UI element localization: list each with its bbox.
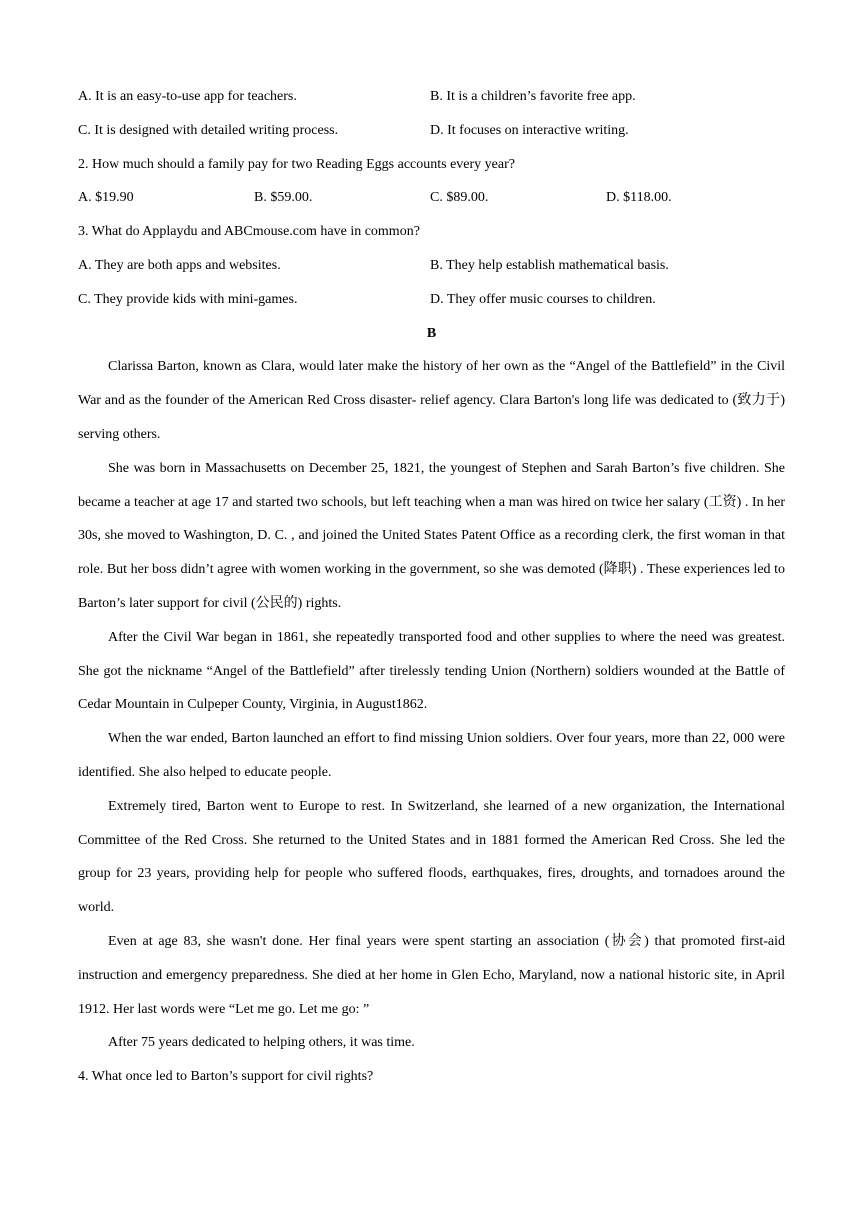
q2-option-b[interactable]: B. $59.00.	[254, 190, 313, 206]
q3-option-a[interactable]: A. They are both apps and websites.	[78, 257, 281, 273]
q1-options-row-2	[78, 114, 785, 148]
q2-option-a[interactable]: A. $19.90	[78, 190, 134, 206]
q3-option-d[interactable]: D. They offer music courses to children.	[430, 291, 656, 307]
q2-question: 2. How much should a family pay for two Reading Eggs accounts every year?	[78, 156, 515, 172]
passage-paragraph-5: Extremely tired, Barton went to Europe to rest. In Switzerland, she learned of a new organization, the International Committee of the Red Cross. She returned to the United States and in 1881 formed the American Red Cross. She led the group for 23 years, providing help for people who suffered floods, earthquakes, fires, droughts, and tornadoes around the world.	[78, 798, 785, 916]
q3-option-c[interactable]: C. They provide kids with mini-games.	[78, 291, 298, 307]
q1-option-a[interactable]: A. It is an easy-to-use app for teachers.	[78, 89, 297, 104]
q3-options-row-1	[78, 249, 785, 283]
document-page	[78, 80, 785, 1094]
q2-options-row	[78, 181, 785, 215]
passage-paragraph-2: She was born in Massachusetts on December 25, 1821, the youngest of Stephen and Sarah Barton’s five children. She became a teacher at age 17 and started two schools, but left teaching when a man was hired on twice her salary (工资) . In her 30s, she moved to Washington, D. C. , and joined the United States Patent Office as a recording clerk, the first woman in that role. But her boss didn’t agree with women working in the government, so she was demoted (降职) . These experiences led to Barton’s later support for civil (公民的) rights.	[78, 460, 785, 611]
q2-option-c[interactable]: C. $89.00.	[430, 190, 489, 206]
section-heading: B	[426, 325, 437, 341]
q3-options-row-2	[78, 283, 785, 317]
q2-option-d[interactable]: D. $118.00.	[606, 190, 672, 206]
q3-question: 3. What do Applaydu and ABCmouse.com have in common?	[78, 224, 420, 240]
passage-paragraph-4: When the war ended, Barton launched an effort to find missing Union soldiers. Over four years, more than 22, 000 were identified. She also helped to educate people.	[78, 731, 785, 780]
q4-question: 4. What once led to Barton’s support for civil rights?	[78, 1069, 374, 1085]
q1-option-b[interactable]: B. It is a children’s favorite free app.	[430, 89, 636, 104]
passage-paragraph-6: Even at age 83, she wasn't done. Her final years were spent starting an association (协会) that promoted first-aid instruction and emergency preparedness. She died at her home in Glen Echo, Maryland, now a national historic site, in April 1912. Her last words were “Let me go. Let me go: ”	[78, 933, 785, 1017]
passage-paragraph-3: After the Civil War began in 1861, she repeatedly transported food and other supplies to where the need was greatest. She got the nickname “Angel of the Battlefield” after tirelessly tending Union (Northern) soldiers wounded at the Battle of Cedar Mountain in Culpeper County, Virginia, in August1862.	[78, 629, 785, 713]
passage-paragraph-1: Clarissa Barton, known as Clara, would later make the history of her own as the “Angel of the Battlefield” in the Civil War and as the founder of the American Red Cross disaster- relief agency. Clara Barton's long life was dedicated to (致力于) serving others.	[78, 359, 785, 442]
q1-option-c[interactable]: C. It is designed with detailed writing process.	[78, 122, 339, 138]
q1-option-d[interactable]: D. It focuses on interactive writing.	[430, 122, 629, 138]
q3-option-b[interactable]: B. They help establish mathematical basis.	[430, 257, 669, 273]
passage-paragraph-7: After 75 years dedicated to helping others, it was time.	[108, 1035, 415, 1051]
q1-options-row-1	[78, 80, 785, 114]
